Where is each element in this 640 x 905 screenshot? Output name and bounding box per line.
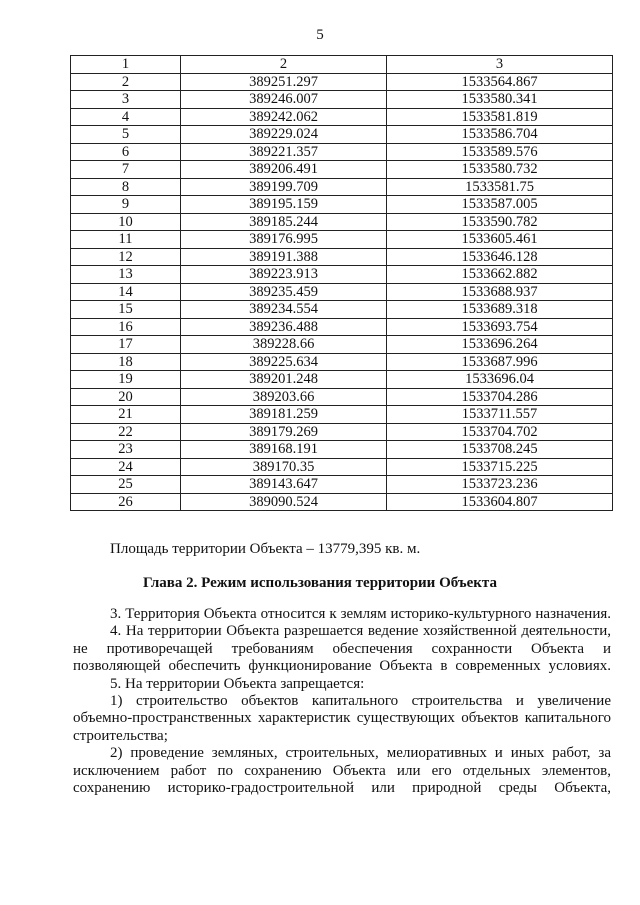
y-coordinate-cell: 1533580.341 xyxy=(387,91,613,109)
x-coordinate-cell: 389225.634 xyxy=(181,353,387,371)
x-coordinate-cell: 389199.709 xyxy=(181,178,387,196)
y-coordinate-cell: 1533646.128 xyxy=(387,248,613,266)
point-number-cell: 23 xyxy=(71,441,181,459)
y-coordinate-cell: 1533693.754 xyxy=(387,318,613,336)
x-coordinate-cell: 389236.488 xyxy=(181,318,387,336)
table-row xyxy=(71,353,613,371)
point-number-cell: 12 xyxy=(71,248,181,266)
y-coordinate-cell: 1533662.882 xyxy=(387,266,613,284)
x-coordinate-cell: 389206.491 xyxy=(181,161,387,179)
coordinates-table xyxy=(70,55,613,511)
x-coordinate-cell: 389185.244 xyxy=(181,213,387,231)
point-number-cell: 24 xyxy=(71,458,181,476)
table-header-row xyxy=(71,56,613,74)
paragraph: 4. На территории Объекта разрешается ведение хозяйственной деятельности, не противоречащей требованиям обеспечения сохранности Объекта и позволяющей обеспечить функционирование Объекта в современных условиях. xyxy=(73,623,611,675)
y-coordinate-cell: 1533586.704 xyxy=(387,126,613,144)
y-coordinate-cell: 1533687.996 xyxy=(387,353,613,371)
x-coordinate-cell: 389181.259 xyxy=(181,406,387,424)
point-number-cell: 18 xyxy=(71,353,181,371)
point-number-cell: 6 xyxy=(71,143,181,161)
table-row xyxy=(71,406,613,424)
y-coordinate-cell: 1533689.318 xyxy=(387,301,613,319)
y-coordinate-cell: 1533605.461 xyxy=(387,231,613,249)
table-row xyxy=(71,91,613,109)
point-number-cell: 3 xyxy=(71,91,181,109)
x-coordinate-cell: 389143.647 xyxy=(181,476,387,494)
table-row xyxy=(71,388,613,406)
y-coordinate-cell: 1533708.245 xyxy=(387,441,613,459)
table-row xyxy=(71,423,613,441)
point-number-cell: 22 xyxy=(71,423,181,441)
header-cell: 3 xyxy=(387,56,613,74)
x-coordinate-cell: 389176.995 xyxy=(181,231,387,249)
point-number-cell: 15 xyxy=(71,301,181,319)
x-coordinate-cell: 389235.459 xyxy=(181,283,387,301)
y-coordinate-cell: 1533564.867 xyxy=(387,73,613,91)
y-coordinate-cell: 1533704.286 xyxy=(387,388,613,406)
point-number-cell: 16 xyxy=(71,318,181,336)
table-row xyxy=(71,161,613,179)
point-number-cell: 4 xyxy=(71,108,181,126)
x-coordinate-cell: 389090.524 xyxy=(181,493,387,511)
header-cell: 1 xyxy=(71,56,181,74)
point-number-cell: 17 xyxy=(71,336,181,354)
point-number-cell: 19 xyxy=(71,371,181,389)
point-number-cell: 21 xyxy=(71,406,181,424)
point-number-cell: 2 xyxy=(71,73,181,91)
table-row xyxy=(71,301,613,319)
table-row xyxy=(71,283,613,301)
table-row xyxy=(71,213,613,231)
x-coordinate-cell: 389228.66 xyxy=(181,336,387,354)
point-number-cell: 26 xyxy=(71,493,181,511)
table-row xyxy=(71,458,613,476)
table-row xyxy=(71,476,613,494)
point-number-cell: 11 xyxy=(71,231,181,249)
body-text xyxy=(73,606,611,797)
x-coordinate-cell: 389251.297 xyxy=(181,73,387,91)
point-number-cell: 14 xyxy=(71,283,181,301)
x-coordinate-cell: 389170.35 xyxy=(181,458,387,476)
x-coordinate-cell: 389203.66 xyxy=(181,388,387,406)
y-coordinate-cell: 1533589.576 xyxy=(387,143,613,161)
y-coordinate-cell: 1533723.236 xyxy=(387,476,613,494)
x-coordinate-cell: 389234.554 xyxy=(181,301,387,319)
table-row xyxy=(71,493,613,511)
point-number-cell: 5 xyxy=(71,126,181,144)
point-number-cell: 7 xyxy=(71,161,181,179)
x-coordinate-cell: 389223.913 xyxy=(181,266,387,284)
table-row xyxy=(71,318,613,336)
area-statement: Площадь территории Объекта – 13779,395 кв. м. xyxy=(110,541,421,557)
x-coordinate-cell: 389191.388 xyxy=(181,248,387,266)
x-coordinate-cell: 389221.357 xyxy=(181,143,387,161)
x-coordinate-cell: 389242.062 xyxy=(181,108,387,126)
table-row xyxy=(71,178,613,196)
x-coordinate-cell: 389229.024 xyxy=(181,126,387,144)
y-coordinate-cell: 1533704.702 xyxy=(387,423,613,441)
paragraph: 3. Территория Объекта относится к землям историко-культурного назначения. xyxy=(110,606,611,622)
paragraph: 2) проведение земляных, строительных, мелиоративных и иных работ, за исключением работ по сохранению Объекта или его отдельных элементов, сохранению историко-градостроительной или природной среды Объекта, xyxy=(73,745,611,797)
x-coordinate-cell: 389168.191 xyxy=(181,441,387,459)
table-row xyxy=(71,126,613,144)
table-row xyxy=(71,231,613,249)
page-number: 5 xyxy=(316,27,324,43)
table-row xyxy=(71,143,613,161)
x-coordinate-cell: 389201.248 xyxy=(181,371,387,389)
paragraph: 1) строительство объектов капитального строительства и увеличение объемно-пространственных характеристик существующих объектов капитального строительства; xyxy=(73,693,611,744)
chapter-heading: Глава 2. Режим использования территории Объекта xyxy=(143,575,497,591)
y-coordinate-cell: 1533696.264 xyxy=(387,336,613,354)
point-number-cell: 25 xyxy=(71,476,181,494)
point-number-cell: 9 xyxy=(71,196,181,214)
y-coordinate-cell: 1533715.225 xyxy=(387,458,613,476)
x-coordinate-cell: 389195.159 xyxy=(181,196,387,214)
x-coordinate-cell: 389179.269 xyxy=(181,423,387,441)
y-coordinate-cell: 1533590.782 xyxy=(387,213,613,231)
y-coordinate-cell: 1533580.732 xyxy=(387,161,613,179)
table-row xyxy=(71,196,613,214)
point-number-cell: 20 xyxy=(71,388,181,406)
table-row xyxy=(71,336,613,354)
table-row xyxy=(71,108,613,126)
y-coordinate-cell: 1533581.819 xyxy=(387,108,613,126)
table-row xyxy=(71,266,613,284)
table-row xyxy=(71,248,613,266)
x-coordinate-cell: 389246.007 xyxy=(181,91,387,109)
y-coordinate-cell: 1533696.04 xyxy=(387,371,613,389)
point-number-cell: 10 xyxy=(71,213,181,231)
paragraph: 5. На территории Объекта запрещается: xyxy=(110,675,365,692)
y-coordinate-cell: 1533711.557 xyxy=(387,406,613,424)
y-coordinate-cell: 1533587.005 xyxy=(387,196,613,214)
table-row xyxy=(71,441,613,459)
y-coordinate-cell: 1533604.807 xyxy=(387,493,613,511)
y-coordinate-cell: 1533688.937 xyxy=(387,283,613,301)
point-number-cell: 13 xyxy=(71,266,181,284)
point-number-cell: 8 xyxy=(71,178,181,196)
header-cell: 2 xyxy=(181,56,387,74)
table-row xyxy=(71,73,613,91)
table-row xyxy=(71,371,613,389)
y-coordinate-cell: 1533581.75 xyxy=(387,178,613,196)
